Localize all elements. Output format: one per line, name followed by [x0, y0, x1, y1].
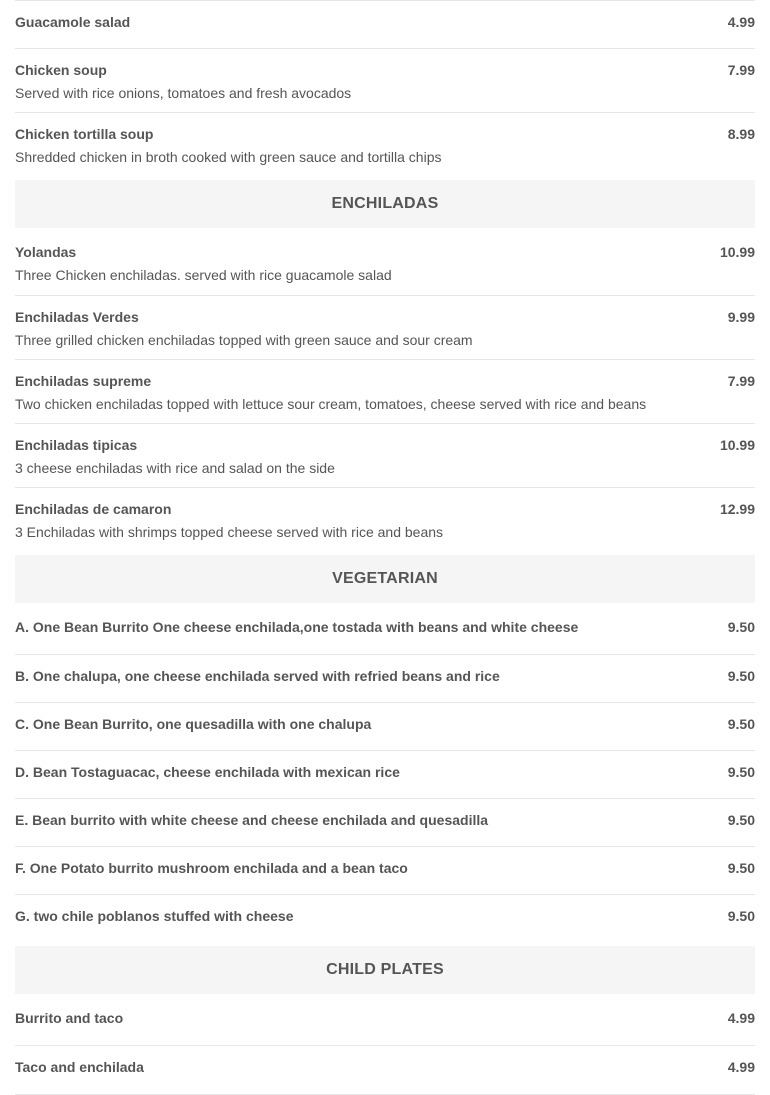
item-name: G. two chile poblanos stuffed with cheese	[15, 908, 294, 924]
item-price: 9.50	[727, 812, 755, 828]
menu-item	[15, 1045, 755, 1095]
item-price: 4.99	[727, 1010, 755, 1026]
item-price: 9.99	[727, 309, 755, 325]
item-name: E. Bean burrito with white cheese and cheese enchilada and quesadilla	[15, 812, 489, 828]
item-price: 7.99	[727, 62, 755, 78]
item-price: 9.50	[727, 908, 755, 924]
menu-item	[15, 231, 755, 295]
menu-item	[15, 359, 755, 424]
menu-item	[15, 295, 755, 360]
item-description: Served with rice onions, tomatoes and fresh avocados	[15, 85, 352, 101]
item-name: Enchiladas Verdes	[15, 309, 139, 325]
item-price: 9.50	[727, 619, 755, 635]
item-name: Chicken soup	[15, 62, 107, 78]
menu-item	[15, 112, 755, 181]
item-price: 9.50	[727, 764, 755, 780]
item-description: Three Chicken enchiladas. served with rice guacamole salad	[15, 267, 392, 283]
section-header-child-plates: CHILD PLATES	[15, 946, 755, 994]
item-name: Yolandas	[15, 244, 77, 260]
item-price: 9.50	[727, 860, 755, 876]
item-name: A. One Bean Burrito One cheese enchilada,one tostada with beans and white cheese	[15, 619, 579, 635]
item-name: B. One chalupa, one cheese enchilada served with refried beans and rice	[15, 668, 500, 684]
item-price: 4.99	[727, 14, 755, 30]
item-name: Guacamole salad	[15, 14, 131, 30]
item-name: Enchiladas de camaron	[15, 501, 172, 517]
menu-item	[15, 0, 755, 49]
item-description: 3 cheese enchiladas with rice and salad on the side	[15, 460, 335, 476]
menu-item	[15, 997, 755, 1045]
menu-item	[15, 798, 755, 847]
item-description: Three grilled chicken enchiladas topped with green sauce and sour cream	[15, 332, 473, 348]
item-price: 4.99	[727, 1059, 755, 1075]
item-name: C. One Bean Burrito, one quesadilla with one chalupa	[15, 716, 372, 732]
menu-item	[15, 606, 755, 654]
item-price: 7.99	[727, 373, 755, 389]
item-name: Taco and enchilada	[15, 1059, 144, 1075]
section-header-enchiladas: ENCHILADAS	[15, 180, 755, 228]
menu-item	[15, 487, 755, 556]
menu-item	[15, 48, 755, 113]
menu-item	[15, 654, 755, 703]
section-header-vegetarian: VEGETARIAN	[15, 555, 755, 603]
item-description: 3 Enchiladas with shrimps topped cheese served with rice and beans	[15, 524, 444, 540]
item-name: Enchiladas tipicas	[15, 437, 138, 453]
menu-item	[15, 750, 755, 799]
item-name: Enchiladas supreme	[15, 373, 152, 389]
item-name: Chicken tortilla soup	[15, 126, 154, 142]
menu-item	[15, 894, 755, 947]
item-price: 10.99	[719, 437, 755, 453]
item-name: Burrito and taco	[15, 1010, 124, 1026]
item-price: 12.99	[719, 501, 755, 517]
item-description: Two chicken enchiladas topped with lettuce sour cream, tomatoes, cheese served with rice and beans	[15, 396, 647, 412]
item-price: 10.99	[719, 244, 755, 260]
menu-item	[15, 423, 755, 488]
item-name: D. Bean Tostaguacac, cheese enchilada with mexican rice	[15, 764, 400, 780]
menu-item	[15, 702, 755, 751]
item-price: 9.50	[727, 716, 755, 732]
menu-item	[15, 846, 755, 895]
item-price: 9.50	[727, 668, 755, 684]
item-name: F. One Potato burrito mushroom enchilada and a bean taco	[15, 860, 408, 876]
item-description: Shredded chicken in broth cooked with green sauce and tortilla chips	[15, 149, 442, 165]
item-price: 8.99	[727, 126, 755, 142]
